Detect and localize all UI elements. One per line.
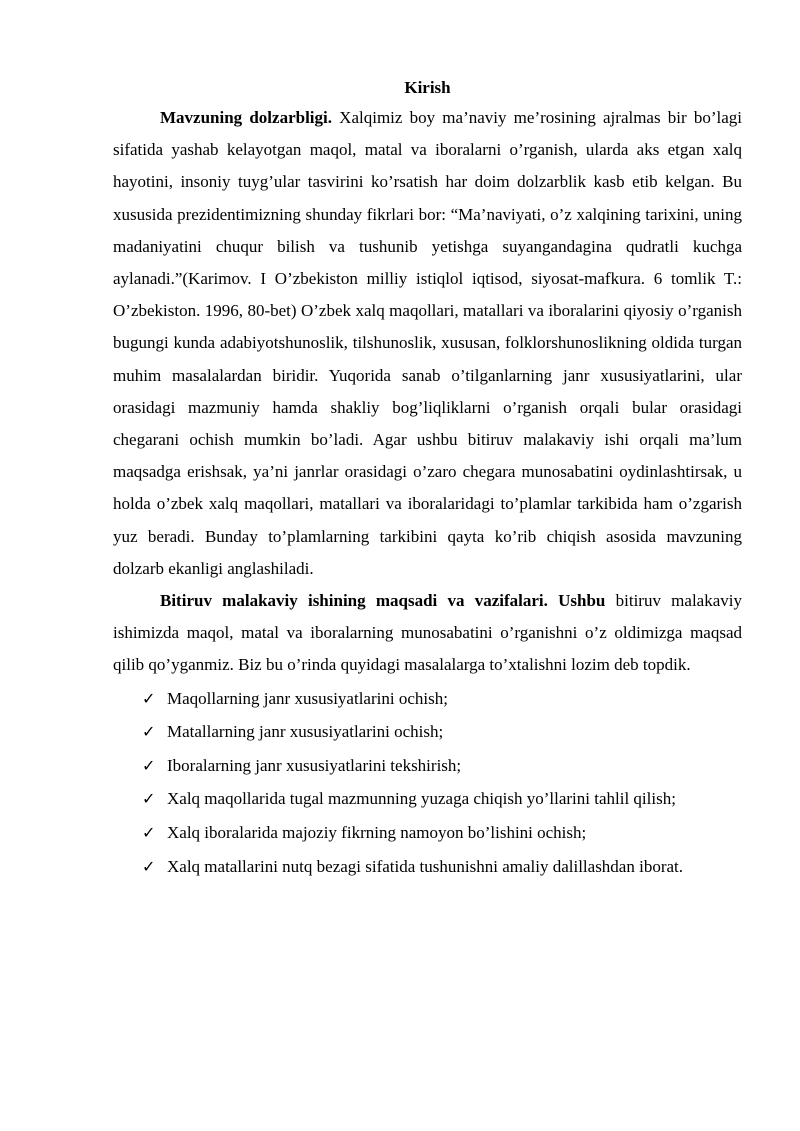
list-item-text: Iboralarning janr xususiyatlarini tekshirish; (167, 755, 462, 775)
list-item-text: Matallarning janr xususiyatlarini ochish; (167, 722, 444, 742)
paragraph-heading-goals: Bitiruv malakaviy ishining maqsadi va vazifalari. Ushbu (160, 591, 606, 611)
paragraph-relevance (113, 102, 742, 585)
list-item (113, 749, 742, 783)
paragraph-goals (113, 585, 742, 682)
list-item (113, 850, 742, 884)
list-item (113, 715, 742, 749)
list-item (113, 782, 742, 816)
checkmark-icon: ✓ (142, 755, 156, 775)
paragraph-text-goals: bitiruv malakaviy ishimizda maqol, matal va iboralarning munosabatini o’rganishni o’z oldimizga maqsad qilib qo’yganmiz. Biz bu o’rinda quyidagi masalalarga to’xtalishni lozim deb topdik. (113, 591, 742, 675)
checkmark-icon: ✓ (142, 688, 156, 708)
list-item-text: Maqollarning janr xususiyatlarini ochish; (167, 688, 448, 708)
checkmark-icon: ✓ (142, 722, 156, 742)
checkmark-icon: ✓ (142, 823, 156, 843)
list-item (113, 682, 742, 716)
checkmark-icon: ✓ (142, 789, 156, 809)
list-item-text: Xalq iboralarida majoziy fikrning namoyon bo’lishini ochish; (167, 823, 587, 843)
checkmark-icon: ✓ (142, 856, 156, 876)
list-item-text: Xalq matallarini nutq bezagi sifatida tushunishni amaliy dalillashdan iborat. (167, 856, 684, 876)
page-title: Kirish (404, 78, 451, 97)
paragraph-heading-relevance: Mavzuning dolzarbligi. (160, 108, 332, 127)
document-page (113, 74, 742, 883)
list-item (113, 816, 742, 850)
paragraph-text-relevance: Xalqimiz boy ma’naviy me’rosining ajralmas bir bo’lagi sifatida yashab kelayotgan maqol, matal va iboralarni o’rganish, ularda aks etgan xalq hayotini, insoniy tuyg’ular tasvirini ko’rsatish har doim dolzarblik kasb etib kelgan. Bu xususida prezidentimizning shunday fikrlari bor: “Ma’naviyati, o’z xalqining tarixini, uning madaniyatini chuqur bilish va tushunib yetishga suyangandagina qudratli kuchga aylanadi.”(Karimov. I O’zbekiston milliy istiqlol iqtisod, siyosat-mafkura. 6 tomlik T.: O’zbekiston. 1996, 80-bet) O’zbek xalq maqollari, matallari va iboralarini qiyosiy o’rganish bugungi kunda adabiyotshunoslik, tilshunoslik, xususan, folklorshunoslikning oldida turgan muhim masalalardan biridir. Yuqorida sanab o’tilganlarning janr xususiyatlarini, ular orasidagi mazmuniy hamda shakliy bog’liqliklarni o’rganish orqali bular orasidagi chegarani ochish mumkin bo’ladi. Agar ushbu bitiruv malakaviy ishi orqali ma’lum maqsadga erishsak, ya’ni janrlar orasidagi o’zaro chegara munosabatini oydinlashtirsak, u holda o’zbek xalq maqollari, matallari va iboralaridagi to’plamlar tarkibida ham o’zgarish yuz beradi. Bunday to’plamlarning tarkibini qayta ko’rib chiqish asosida mavzuning dolzarb ekanligi anglashiladi. (113, 108, 742, 578)
list-item-text: Xalq maqollarida tugal mazmunning yuzaga chiqish yo’llarini tahlil qilish; (167, 789, 676, 809)
task-list (113, 682, 742, 884)
